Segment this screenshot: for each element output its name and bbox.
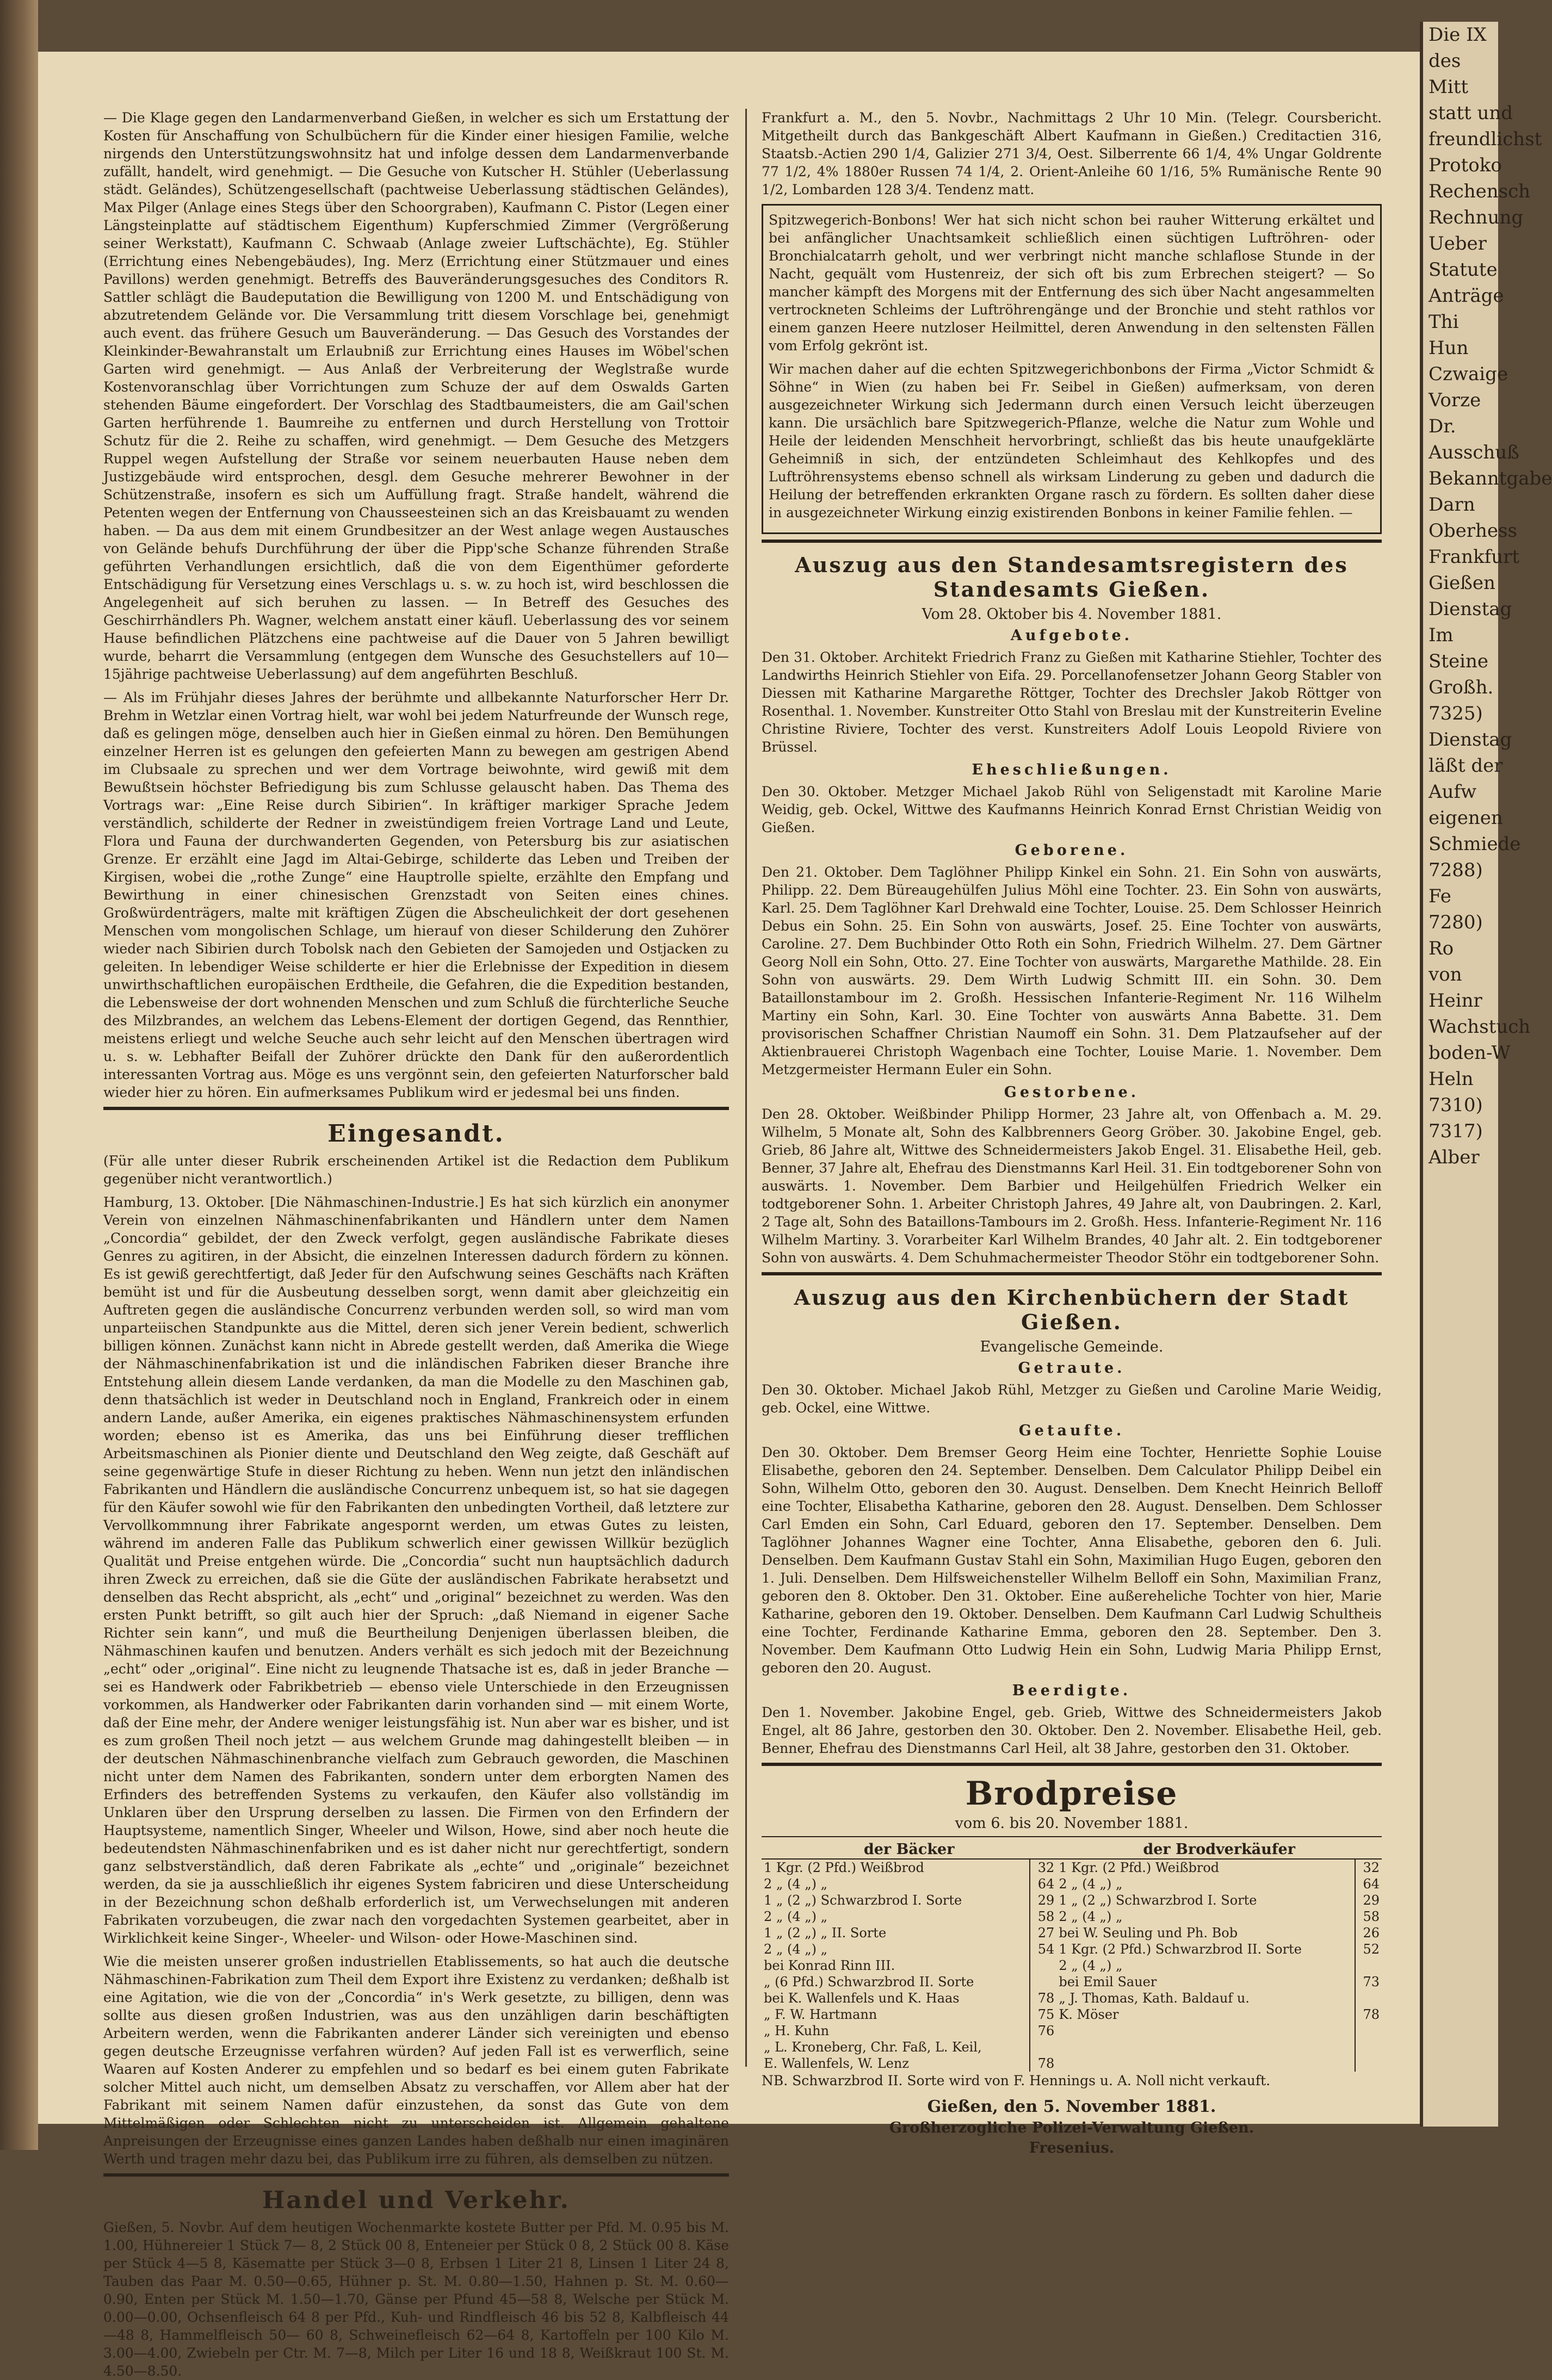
bread-item: 2 „ (4 „) „	[1059, 1876, 1123, 1892]
table-row	[762, 2006, 1382, 2023]
bread-item: bei Emil Sauer	[1059, 1974, 1157, 1989]
adjacent-page-fragment: Protoko	[1429, 154, 1502, 176]
bread-item: 2 „ (4 „) „	[1059, 1958, 1123, 1973]
bread-item: bei K. Wallenfels und K. Haas	[764, 1991, 960, 2006]
official-name: Fresenius.	[1029, 2140, 1115, 2156]
geborene-heading: Geborene.	[1015, 842, 1129, 859]
adjacent-page-fragment: Heln	[1429, 1068, 1474, 1090]
spitzwegerich-text: Spitzwegerich-Bonbons! Wer hat sich nicht schon bei rauher Witterung erkältet und bei anfänglicher Unachtsamkeit schließlich einen süchtigen Luftröhren- oder Bronchialcatarrh geholt, und wer verbringt nicht manche schlaflose Stunde in der Nacht, gequält vom Hustenreiz, der sich oft bis zum Erbrechen steigert? — So mancher kämpft des Morgens mit der Entfernung des sich über Nacht angesammelten vertrockneten Schleims der Luftröhrengänge und der Bronchie und steht rathlos vor einem ganzen Heere nutzloser Heilmittel, deren Anwendung in den seltensten Fällen vom Erfolg gekrönt ist.	[769, 212, 1375, 354]
table-row	[762, 1925, 1382, 1941]
bread-item	[1056, 2023, 1355, 2039]
table-rule	[762, 1836, 1382, 1837]
bread-dateline: Gießen, den 5. November 1881.	[927, 2097, 1216, 2116]
right-column	[762, 109, 1382, 2156]
adjacent-page-fragment: Oberhess	[1429, 520, 1517, 542]
brodpreise-range: vom 6. bis 20. November 1881.	[955, 1815, 1189, 1832]
standesamt-heading: Auszug aus den Standesamtsregistern des Standesamts Gießen.	[795, 553, 1349, 602]
table-row	[762, 2039, 1382, 2055]
gestorbene-heading: Gestorbene.	[1004, 1084, 1140, 1101]
adjacent-page-fragment: läßt der	[1429, 755, 1503, 777]
brodpreise-heading: Brodpreise	[965, 1775, 1178, 1813]
bread-item	[1056, 2039, 1355, 2055]
bread-price	[1355, 2055, 1382, 2072]
bread-item	[1056, 2055, 1355, 2072]
table-row	[762, 1990, 1382, 2006]
table-row	[762, 2023, 1382, 2039]
bread-price	[1355, 1990, 1382, 2006]
bread-item: 1 Kgr. (2 Pfd.) Weißbrod	[1059, 1860, 1220, 1875]
brehm-lecture-report: — Als im Frühjahr dieses Jahres der berühmte und allbekannte Naturforscher Herr Dr. Brehm in Wetzlar einen Vortrag hielt, war wohl bei jedem Naturfreunde der Wunsch rege, daß es gelingen möge, denselben auch hier in Gießen einmal zu hören. Den Bemühungen einzelner Herren ist es gelungen den gefeierten Mann zu bewegen am gestrigen Abend im Clubsaale zu sprechen und wer dem Vortrage beiwohnte, wird gewiß mit dem Bewußtsein höchster Befriedigung bis zum Schlusse gelauscht haben. Das Thema des Vortrags war: „Eine Reise durch Sibirien“. In kräftiger markiger Sprache Jedem verständlich, schilderte der Redner in zweistündigem freien Vortrage Land und Leute, Flora und Fauna der durchwanderten Gegenden, von Petersburg bis zur asiatischen Grenze. Er erzählt eine Jagd im Altai-Gebirge, schilderte das Leben und Treiben der Kirgisen, wobei die „rothe Zunge“ eine Hauptrolle spielte, erzählte den Empfang und Bewirthung in einer chinesischen Grenzstadt von Seiten eines chines. Großwürdenträgers, malte mit kräftigen Zügen die Abscheulichkeit der dort gesehenen Menschen vom mongolischen Schlage, um hierauf von dieser Schilderung den Zuhörer wieder nach Sibirien durch Tobolsk nach den Gebieten der Samojeden und Ostjacken zu geleiten. In lebendiger Weise schilderte er hier die Erlebnisse der Expedition in diesem unwirthschaftlichen europäischen Erdtheile, die Gefahren, die die Expedition bestanden, die Lebensweise der dort wohnenden Menschen und zum Schluß die fürchterliche Seuche des Milzbrandes, an welchem das Lebens-Element der dortigen Gegend, das Rennthier, meistens erliegt und welche Seuche auch sehr leicht auf den Menschen übertragen wird u. s. w. Lebhafter Beifall der Zuhörer drückte den Dank für den außerordentlich interessanten Vortrag aus. Möge es uns vergönnt sein, den gefeierten Naturforscher bald wieder hier zu hören. Ein aufmerksames Publikum wird er jedesmal bei uns finden.	[103, 690, 729, 1100]
adjacent-page-fragment: Alber	[1429, 1146, 1480, 1168]
adjacent-page-fragment: des	[1429, 50, 1461, 72]
adjacent-page-fragment: Vorze	[1429, 389, 1481, 411]
bread-item: K. Möser	[1059, 2007, 1119, 2022]
bread-price: 75	[1030, 2006, 1056, 2023]
adjacent-page-fragment: freundlichst	[1429, 128, 1542, 150]
adjacent-page-fragment: Ausschuß	[1429, 442, 1519, 463]
bread-item: bei W. Seuling und Ph. Bob	[1059, 1925, 1238, 1941]
bread-price: 26	[1355, 1925, 1382, 1941]
adjacent-page-fragment: Schmiede	[1429, 833, 1521, 855]
adjacent-page-fragment: Wachstuch	[1429, 1016, 1531, 1038]
table-row	[762, 1957, 1382, 1974]
adjacent-page-edge	[1420, 22, 1552, 2127]
spitzwegerich-ad	[762, 204, 1382, 534]
bread-item: „ J. Thomas, Kath. Baldauf u.	[1059, 1991, 1250, 2006]
adjacent-page-fragment: Ueber	[1429, 233, 1487, 255]
spitzwegerich-text-2: Wir machen daher auf die echten Spitzwegerichbonbons der Firma „Victor Schmidt & Söhne“ in Wien (zu haben bei Fr. Seibel in Gießen) aufmerksam, von deren ausgezeichneter Wirkung sich Jedermann durch einen Versuch leicht überzeugen kann. Die ursächlich bare Spitzwegerich-Pflanze, welche die Natur zum Wohle und Heile der leidenden Menschheit hervorbringt, schließt das bis heute unaufgeklärte Geheimniß in sich, der entzündeten Schleimhaut des Kehlkopfes und des Luftröhrensystems ebenso schnell als wirksam Linderung zu geben und dadurch die Heilung der betreffenden erkrankten Organe rasch zu fördern. Es sollten daher diese in ausgezeichneter Wirkung einzig existirenden Bonbons in keiner Familie fehlen. —	[769, 361, 1375, 520]
adjacent-page-fragment: Czwaige	[1429, 363, 1508, 385]
table-row	[762, 1892, 1382, 1908]
adjacent-page-fragment: Mitt	[1429, 76, 1469, 98]
beerdigte-heading: Beerdigte.	[1012, 1682, 1131, 1699]
table-row	[762, 1974, 1382, 1990]
adjacent-page-fragment: Heinr	[1429, 990, 1482, 1012]
bread-price: 27	[1030, 1925, 1056, 1941]
adjacent-page-fragment: 7310)	[1429, 1094, 1483, 1116]
bread-price: 32	[1355, 1859, 1382, 1876]
geborene-text: Den 21. Oktober. Dem Taglöhner Philipp Kinkel ein Sohn. 21. Ein Sohn von auswärts, Philipp. 22. Dem Büreaugehülfen Julius Möhl eine Tochter. 23. Ein Sohn von auswärts, Karl. 25. Dem Taglöhner Karl Drehwald eine Tochter, Louise. 25. Dem Schlosser Heinrich Debus ein Sohn. 25. Ein Sohn von auswärts, Josef. 25. Eine Tochter von auswärts, Caroline. 27. Dem Buchbinder Otto Roth ein Sohn, Friedrich Wilhelm. 27. Dem Gärtner Georg Noll ein Sohn, Otto. 27. Eine Tochter von auswärts, Margarethe Mathilde. 28. Ein Sohn von auswärts. 29. Dem Wirth Ludwig Schmitt III. ein Sohn. 30. Dem Bataillonstambour im 2. Großh. Hessischen Infanterie-Regiment Nr. 116 Wilhelm Martiny ein Sohn, Karl. 30. Eine Tochter von auswärts Anna Babette. 31. Dem provisorischen Schaffner Christian Naumoff ein Sohn. 31. Dem Platzaufseher auf der Aktienbrauerei Christoph Wagenbach eine Tochter, Louise Marie. 1. November. Dem Metzgermeister Hermann Euler ein Sohn.	[762, 864, 1382, 1077]
adjacent-page-fragment: statt und	[1429, 102, 1513, 124]
bread-price: 78	[1355, 2006, 1382, 2023]
adjacent-page-fragment: Frankfurt	[1429, 546, 1520, 568]
bread-price: 64	[1030, 1876, 1056, 1892]
bread-price: 78	[1030, 1990, 1056, 2006]
bread-item: 1 Kgr. (2 Pfd.) Schwarzbrod II. Sorte	[1059, 1942, 1302, 1957]
bread-item: „ L. Kroneberg, Chr. Faß, L. Keil,	[764, 2040, 982, 2055]
bread-price: 29	[1030, 1892, 1056, 1908]
adjacent-page-fragment: von	[1429, 964, 1462, 986]
bread-price: 64	[1355, 1876, 1382, 1892]
adjacent-page-fragment: 7280)	[1429, 912, 1483, 933]
adjacent-page-fragment: Hun	[1429, 337, 1469, 359]
standesamt-date: Vom 28. Oktober bis 4. November 1881.	[922, 606, 1222, 623]
adjacent-page-fragment: Bekanntgabe	[1429, 468, 1552, 489]
section-rule	[762, 1272, 1382, 1275]
adjacent-page-fragment: Gießen	[1429, 572, 1495, 594]
table-row	[762, 1859, 1382, 1876]
bread-price	[1355, 1957, 1382, 1974]
bread-price: 58	[1030, 1908, 1056, 1925]
section-rule	[762, 1763, 1382, 1766]
eingesandt-heading: Eingesandt.	[327, 1120, 505, 1148]
eheschliessungen-text: Den 30. Oktober. Metzger Michael Jakob Rühl von Seligenstadt mit Karoline Marie Weidig, geb. Ockel, Wittwe des Kaufmanns Heinrich Konrad Ernst Christian Weidig von Gießen.	[762, 784, 1382, 835]
bread-price	[1355, 2039, 1382, 2055]
bread-price: 58	[1355, 1908, 1382, 1925]
adjacent-page-fragment: Dienstag	[1429, 598, 1512, 620]
bread-item: 2 „ (4 „) „	[764, 1876, 828, 1892]
adjacent-page-fragment: eigenen	[1429, 807, 1503, 829]
bread-price: 32	[1030, 1859, 1056, 1876]
getraute-heading: Getraute.	[1018, 1360, 1126, 1377]
eingesandt-note: (Für alle unter dieser Rubrik erscheinenden Artikel ist die Redaction dem Publikum gegenüber nicht verantwortlich.)	[103, 1153, 729, 1187]
aufgebote-heading: Aufgebote.	[1010, 627, 1133, 644]
bread-price	[1355, 2023, 1382, 2039]
gestorbene-text: Den 28. Oktober. Weißbinder Philipp Hormer, 23 Jahre alt, von Offenbach a. M. 29. Wilhelm, 5 Monate alt, Sohn des Kalbbrenners Georg Gröber. 30. Jakobine Engel, geb. Grieb, 86 Jahre alt, Wittwe des Schneidermeisters Jakob Engel. 31. Elisabethe Heil, geb. Benner, 37 Jahre alt, Ehefrau des Dienstmanns Karl Heil. 31. Ein todtgeborener Sohn von auswärts. 1. November. Dem Barbier und Heilgehülfen Friedrich Welker ein todtgeborener Sohn. 1. Arbeiter Christoph Jahres, 49 Jahre alt, von Daubringen. 2. Karl, 2 Tage alt, Sohn des Bataillons-Tambours im 2. Großh. Hess. Infanterie-Regiment Nr. 116 Wilhelm Martiny. 3. Vorarbeiter Karl Wilhelm Brandes, 40 Jahr alt. 2. Ein todtgeborener Sohn von auswärts. 4. Dem Schuhmachermeister Theodor Stöhr ein todtgeborener Sohn.	[762, 1106, 1382, 1266]
bread-item: 1 „ (2 „) Schwarzbrod I. Sorte	[1059, 1893, 1257, 1908]
aufgebote-text: Den 31. Oktober. Architekt Friedrich Franz zu Gießen mit Katharine Stiehler, Tochter des Landwirths Heinrich Stiehler von Eifa. 29. Porcellanofensetzer Johann Georg Stabler von Diessen mit Katharine Margarethe Röttger, Tochter des Drechsler Jakob Röttger von Rosenthal. 1. November. Kunstreiter Otto Stahl von Breslau mit der Kunstreiterin Eveline Christine Riviere, Tochter des verst. Kunstreiters Adolf Louis Leopold Riviere von Brüssel.	[762, 649, 1382, 755]
frankfurt-course-report: Frankfurt a. M., den 5. Novbr., Nachmittags 2 Uhr 10 Min. (Telegr. Coursbericht. Mitgetheilt durch das Bankgeschäft Albert Kaufmann in Gießen.) Creditactien 316, Staatsb.-Actien 290 1/4, Galizier 271 3/4, Oest. Silberrente 66 1/4, 4% Ungar Goldrente 77 1/2, 4% 1880er Russen 74 1/4, 2. Orient-Anleihe 60 1/16, 5% Rumänische Rente 90 1/2, Lombarden 128 3/4. Tendenz matt.	[762, 110, 1382, 197]
adjacent-page-fragment: Fe	[1429, 885, 1451, 907]
adjacent-page-fragment: Aufw	[1429, 781, 1477, 803]
adjacent-page-fragment: Dienstag	[1429, 729, 1512, 751]
adjacent-page-fragment: Thi	[1429, 311, 1459, 333]
eheschliessungen-heading: Eheschließungen.	[972, 761, 1172, 778]
adjacent-page-fragment: Darn	[1429, 494, 1475, 516]
table-row	[762, 2055, 1382, 2072]
bread-item: 1 „ (2 „) „ II. Sorte	[764, 1925, 887, 1941]
section-rule	[103, 2173, 729, 2177]
adjacent-page-fragment: Rechnung	[1429, 207, 1524, 228]
bread-rows	[762, 1859, 1382, 2072]
book-spine	[0, 0, 38, 2150]
getraute-text: Den 30. Oktober. Michael Jakob Rühl, Metzger zu Gießen und Caroline Marie Weidig, geb. Ockel, eine Wittwe.	[762, 1382, 1382, 1416]
adjacent-page-fragment: Anträge	[1429, 285, 1504, 307]
bread-item: 2 „ (4 „) „	[1059, 1909, 1123, 1924]
table-row	[762, 1908, 1382, 1925]
sewing-machine-article-2: Wie die meisten unserer großen industriellen Etablissements, so hat auch die deutsche Nähmaschinen-Fabrikation zum Theil dem Export ihre Existenz zu verdanken; deßhalb ist eine Agitation, wie die von der „Concordia“ in's Werk gesetzte, zu billigen, denn was sollte aus diesen großen Industrien, was aus den unzähligen darin beschäftigten Arbeitern werden, wenn die Fabrikanten anderer Länder sich vereinigten und ebenso gegen deutsche Erzeugnisse verfahren würden? Auf jeden Fall ist es verwerflich, seine Waaren auf Kosten Anderer zu empfehlen und so bedarf es bei einem guten Fabrikate solcher Mittel auch nicht, um demselben Absatz zu verschaffen, vor Allem aber hat der Fabrikant mit seinem Namen dafür einzustehen, da sonst das Gute von dem Mittelmäßigen oder Schlechten nicht zu unterscheiden ist. Allgemein gehaltene Anpreisungen der Erzeugnisse eines ganzen Landes haben deßhalb nur einen imaginären Werth und tragen mehr dazu bei, das Publikum irre zu führen, als demselben zu nützen.	[103, 1954, 729, 2167]
bread-item: „ (6 Pfd.) Schwarzbrod II. Sorte	[764, 1974, 974, 1989]
bread-item: 2 „ (4 „) „	[764, 1909, 828, 1924]
kirchenbuch-subheading: Evangelische Gemeinde.	[980, 1338, 1164, 1355]
bread-price: 76	[1030, 2023, 1056, 2039]
adjacent-page-fragment: Dr.	[1429, 416, 1456, 437]
bread-price: 52	[1355, 1941, 1382, 1957]
bread-price: 54	[1030, 1941, 1056, 1957]
column-divider	[745, 109, 747, 2067]
bread-item: 1 Kgr. (2 Pfd.) Weißbrod	[764, 1860, 924, 1875]
sewing-machine-article: Hamburg, 13. Oktober. [Die Nähmaschinen-Industrie.] Es hat sich kürzlich ein anonymer Verein von einzelnen Nähmaschinenfabrikanten und Händlern unter dem Namen „Concordia“ gebildet, der den Zweck verfolgt, gegen ausländische Fabrikate dieses Genres zu agitiren, in der Absicht, die einzelnen Interessen dadurch fördern zu können. Es ist gewiß gerechtfertigt, daß Jeder für den Aufschwung seines Geschäfts nach Kräften bemüht ist und für die Ausbeutung desselben sorgt, wenn damit aber gleichzeitig ein Auftreten gegen die ausländische Concurrenz verbunden werden soll, so wird man vom unparteiischen Standpunkte aus die Mittel, deren sich jener Verein bedient, schwerlich billigen können. Zunächst kann nicht in Abrede gestellt werden, daß Amerika die Wiege der Nähmaschinenfabrikation ist und die inländischen Fabriken dieser Branche ihre Entstehung allein diesem Lande verdanken, da man die Modelle zu den Maschinen gab, denn thatsächlich ist weder in Deutschland noch in England, Frankreich oder in einem andern Lande, außer Amerika, ein eigenes praktisches Nähmaschinensystem erfunden worden; ebenso ist es Amerika, das uns bei Einführung dieser trefflichen Arbeitsmaschinen als Pionier diente und Deutschland den Weg zeigte, daß Geschäft auf seine gegenwärtige Stufe in dieser Richtung zu heben. Wenn nun jetzt den inländischen Fabrikanten und Händlern die ausländische Concurrenz unbequem ist, so hat sie dagegen für den Käufer sowohl wie für den Fabrikanten den unbedingten Vortheil, daß letztere zur Vervollkommnung ihrer Fabrikate angespornt werden, um etwas Gutes zu leisten, während im anderen Falle das Publikum schwerlich einer gewissen Willkür bezüglich Qualität und Preise entgehen würde. Die „Concordia“ sucht nun hauptsächlich dadurch ihren Zweck zu erreichen, daß sie die Güte der ausländischen Fabrikate herabsetzt und denselben das Recht abspricht, als „echt“ und „original“ bezeichnet zu werden. Was den ersten Punkt betrifft, so gilt auch hier der Spruch: „daß Niemand in eigener Sache Richter sein kann“, und muß die Beurtheilung Denjenigen überlassen bleiben, die Nähmaschinen kaufen und benutzen. Anders verhält es sich jedoch mit der Bezeichnung „echt“ oder „original“. Eine nicht zu leugnende Thatsache ist es, daß in jeder Branche — sei es Handwerk oder Fabrikbetrieb — ebenso viele Unterschiede in den Erzeugnissen vorkommen, als Handwerker oder Fabrikanten darin vorhanden sind — mit einem Worte, daß der Eine mehr, der Andere weniger leistungsfähig ist. Nun aber war es bisher, und ist es zum großen Theil noch jetzt — aus welchem Grunde mag dahingestellt bleiben — in der deutschen Nähmaschinenbranche vielfach zum Gebrauch geworden, die Maschinen nicht unter dem Namen des Fabrikanten, sondern unter dem erborgten Namen des Erfinders des betreffenden Systems zu verkaufen, den Käufer also vollständig im Unklaren über den Ursprung derselben zu lassen. Die Firmen von den Erfindern der Hauptsysteme, namentlich Singer, Wheeler und Wilson, Howe, sind aber noch heute die bedeutendsten Nähmaschinenfabriken und es ist daher nicht nur gerechtfertigt, sondern ganz selbstverständlich, daß deren Fabrikate als „echte“ und „originale“ bezeichnet werden, da sie ja ausschließlich ihr eigenes System fabriciren und diese Unterscheidung in der Bezeichnung schon deßhalb erforderlich ist, um Verwechselungen mit anderen Fabrikaten vorzubeugen, die zwar nach den vorgedachten Systemen gearbeitet, aber in Wirklichkeit keine Singer-, Wheeler- und Wilson- oder Howe-Maschinen sind.	[103, 1194, 729, 1946]
brodverkaeufer-header: der Brodverkäufer	[1056, 1840, 1382, 1859]
getaufte-text: Den 30. Oktober. Dem Bremser Georg Heim eine Tochter, Henriette Sophie Louise Elisabethe, geboren den 24. September. Denselben. Dem Calculator Philipp Deibel ein Sohn, Wilhelm Otto, geboren den 30. August. Denselben. Dem Knecht Heinrich Belloff eine Tochter, Elisabetha Katharine, geboren den 28. August. Denselben. Dem Schlosser Carl Emden ein Sohn, Carl Eduard, geboren den 17. September. Denselben. Dem Taglöhner Johannes Wagner eine Tochter, Anna Elisabethe, geboren den 6. Juli. Denselben. Dem Kaufmann Gustav Stahl ein Sohn, Maximilian Hugo Eugen, geboren den 1. Juli. Denselben. Dem Hilfsweichensteller Wilhelm Belloff ein Sohn, Maximilian Franz, geboren den 8. Oktober. Den 31. Oktober. Eine außereheliche Tochter von hier, Marie Katharine, geboren den 19. Oktober. Denselben. Dem Kaufmann Carl Ludwig Schultheis eine Tochter, Ferdinande Katharine Emma, geboren den 28. September. Den 3. November. Dem Kaufmann Otto Ludwig Hein ein Sohn, Ludwig Maria Philipp Ernst, geboren den 20. August.	[762, 1445, 1382, 1676]
adjacent-page-fragment: Statute	[1429, 259, 1498, 281]
bread-item: bei Konrad Rinn III.	[764, 1958, 895, 1973]
kirchenbuch-heading: Auszug aus den Kirchenbüchern der Stadt Gießen.	[794, 1285, 1350, 1334]
baecker-header: der Bäcker	[762, 1840, 1056, 1859]
bread-note: NB. Schwarzbrod II. Sorte wird von F. Hennings u. A. Noll nicht verkauft.	[762, 2073, 1271, 2088]
bread-price-table	[762, 1840, 1382, 2072]
adjacent-page-fragment: Die IX	[1429, 24, 1487, 46]
table-row	[762, 1876, 1382, 1892]
section-rule	[103, 1107, 729, 1110]
council-report: — Die Klage gegen den Landarmenverband Gießen, in welcher es sich um Erstattung der Kosten für Anschaffung von Schulbüchern für die Kinder einer hiesigen Familie, welche nirgends den Unterstützungswohnsitz hat und infolge dessen dem Landarmenverbande zufällt, handelt, wird genehmigt. — Die Gesuche von Kutscher H. Stühler (Ueberlassung städt. Geländes), Schützengesellschaft (pachtweise Ueberlassung städtischen Geländes), Max Pilger (Anlage eines Stegs über den Schoorgraben), Kaufmann C. Pistor (Legen einer Längsteinplatte auf städtischem Eigenthum) Kupferschmied Zimmer (Vergrößerung seiner Werkstatt), Kaufmann C. Schwaab (Anlage zweier Luftschächte), Eg. Stühler (Errichtung eines Nebengebäudes), Ing. Merz (Errichtung einer Stützmauer und eines Pavillons) werden genehmigt. Betreffs des Bauveränderungsgesuches des Conditors R. Sattler schlägt die Baudeputation die Bewilligung von 1200 M. und Entschädigung von abzutretendem Gelände vor. Die Versammlung tritt diesem Vorschlage bei, genehmigt auch event. das frühere Gesuch um Bauveränderung. — Das Gesuch des Vorstandes der Kleinkinder-Bewahranstalt um Erlaubniß zur Errichtung eines Hauses im Wöbel'schen Garten wird genehmigt. — Aus Anlaß der Verbreiterung der Weglstraße wurde Kostenvoranschlag über Vorrichtungen zum Schuze der auf dem Oswalds Garten stehenden Bäume eingefordert. Der Vorschlag des Stadtbaumeisters, die am Gail'schen Garten herführende 1. Baumreihe zu entfernen und durch Herstellung von Trottoir Schutz für die 2. Reihe zu schaffen, wird genehmigt. — Dem Gesuche des Metzgers Ruppel wegen Aufstellung der Straße vor seinem neuerbauten Hause neben dem Justizgebäude wird entsprochen, desgl. dem Gesuche mehrerer Bewohner in der Schützenstraße, insofern es sich um Auffüllung fragt. Straße handelt, während die Petenten wegen der Entfernung von Chausseesteinen sich an das Kreisbauamt zu wenden haben. — Da aus dem mit einem Grundbesitzer an der West anlage wegen Austausches von Gelände behufs Durchführung der über die Pipp'sche Schanze führenden Straße geführten Verhandlungen ersichtlich, daß die von dem Eigenthümer geforderte Entschädigung für Versetzung eines Verschlags u. s. w. zu hoch ist, wird beschlossen die Angelegenheit auf sich beruhen zu lassen. — In Betreff des Gesuches des Geschirrhändlers Ph. Wagner, welchem anstatt einer käufl. Ueberlassung des vor seinem Hause befindlichen Plätzchens eine pachtweise auf die Dauer von 5 Jahren bewilligt wurde, beharrt die Versammlung (entgegen dem Wunsche des Gesuchstellers auf 10—15jährige pachtweise Ueberlassung) auf dem angeführten Beschluß.	[103, 110, 729, 682]
adjacent-page-fragment: 7288)	[1429, 859, 1483, 881]
adjacent-page-fragment: Ro	[1429, 938, 1454, 959]
bread-price	[1030, 1974, 1056, 1990]
section-rule	[762, 540, 1382, 543]
getaufte-heading: Getaufte.	[1018, 1422, 1125, 1439]
adjacent-page-fragment: Steine	[1429, 650, 1488, 672]
bread-item: E. Wallenfels, W. Lenz	[764, 2056, 909, 2071]
adjacent-page-fragment: 7317)	[1429, 1120, 1483, 1142]
police-signature: Großherzogliche Polizei-Verwaltung Gießen.	[889, 2119, 1254, 2136]
left-column	[103, 109, 729, 2379]
adjacent-page-fragment: Im	[1429, 624, 1454, 646]
adjacent-page-fragment: boden-W	[1429, 1042, 1511, 1064]
adjacent-page-fragment: 7325)	[1429, 703, 1483, 724]
bread-item: 2 „ (4 „) „	[764, 1942, 828, 1957]
bread-price: 29	[1355, 1892, 1382, 1908]
bread-price: 78	[1030, 2055, 1056, 2072]
adjacent-page-fragment: Rechensch	[1429, 181, 1531, 202]
bread-item: „ F. W. Hartmann	[764, 2007, 877, 2022]
bread-price	[1030, 1957, 1056, 1974]
bread-price	[1030, 2039, 1056, 2055]
beerdigte-text: Den 1. November. Jakobine Engel, geb. Grieb, Wittwe des Schneidermeisters Jakob Engel, alt 86 Jahre, gestorben den 30. Oktober. Den 2. November. Elisabethe Heil, geb. Benner, Ehefrau des Dienstmanns Carl Heil, alt 38 Jahre, gestorben den 31. Oktober.	[762, 1705, 1382, 1756]
table-row	[762, 1941, 1382, 1957]
handel-heading: Handel und Verkehr.	[262, 2186, 571, 2214]
bread-price: 73	[1355, 1974, 1382, 1990]
market-prices: Gießen, 5. Novbr. Auf dem heutigen Wochenmarkte kostete Butter per Pfd. M. 0.95 bis M. 1.00, Hühnereier 1 Stück 7— 8, 2 Stück 00 8, Enteneier per Stück 0 8, 2 Stück 00 8. Käse per Stück 4—5 8, Käsematte per Stück 3—0 8, Erbsen 1 Liter 21 8, Linsen 1 Liter 24 8, Tauben das Paar M. 0.50—0.65, Hühner p. St. M. 0.80—1.50, Hahnen p. St. M. 0.60—0.90, Enten per Stück M. 1.50—1.70, Gänse per Pfund 45—58 8, Welsche per Stück M. 0.00—0.00, Ochsenfleisch 64 8 per Pfd., Kuh- und Rindfleisch 46 bis 52 8, Kalbfleisch 44—48 8, Hammelfleisch 50— 60 8, Schweinefleisch 62—64 8, Kartoffeln per 100 Kilo M. 3.00—4.00, Zwiebeln per Ctr. M. 7—8, Milch per Liter 16 und 18 8, Weißkraut 100 St. M. 4.50—8.50.	[103, 2220, 729, 2379]
bread-item: „ H. Kuhn	[764, 2023, 830, 2038]
adjacent-page-fragment: Großh.	[1429, 677, 1494, 698]
bread-item: 1 „ (2 „) Schwarzbrod I. Sorte	[764, 1893, 962, 1908]
